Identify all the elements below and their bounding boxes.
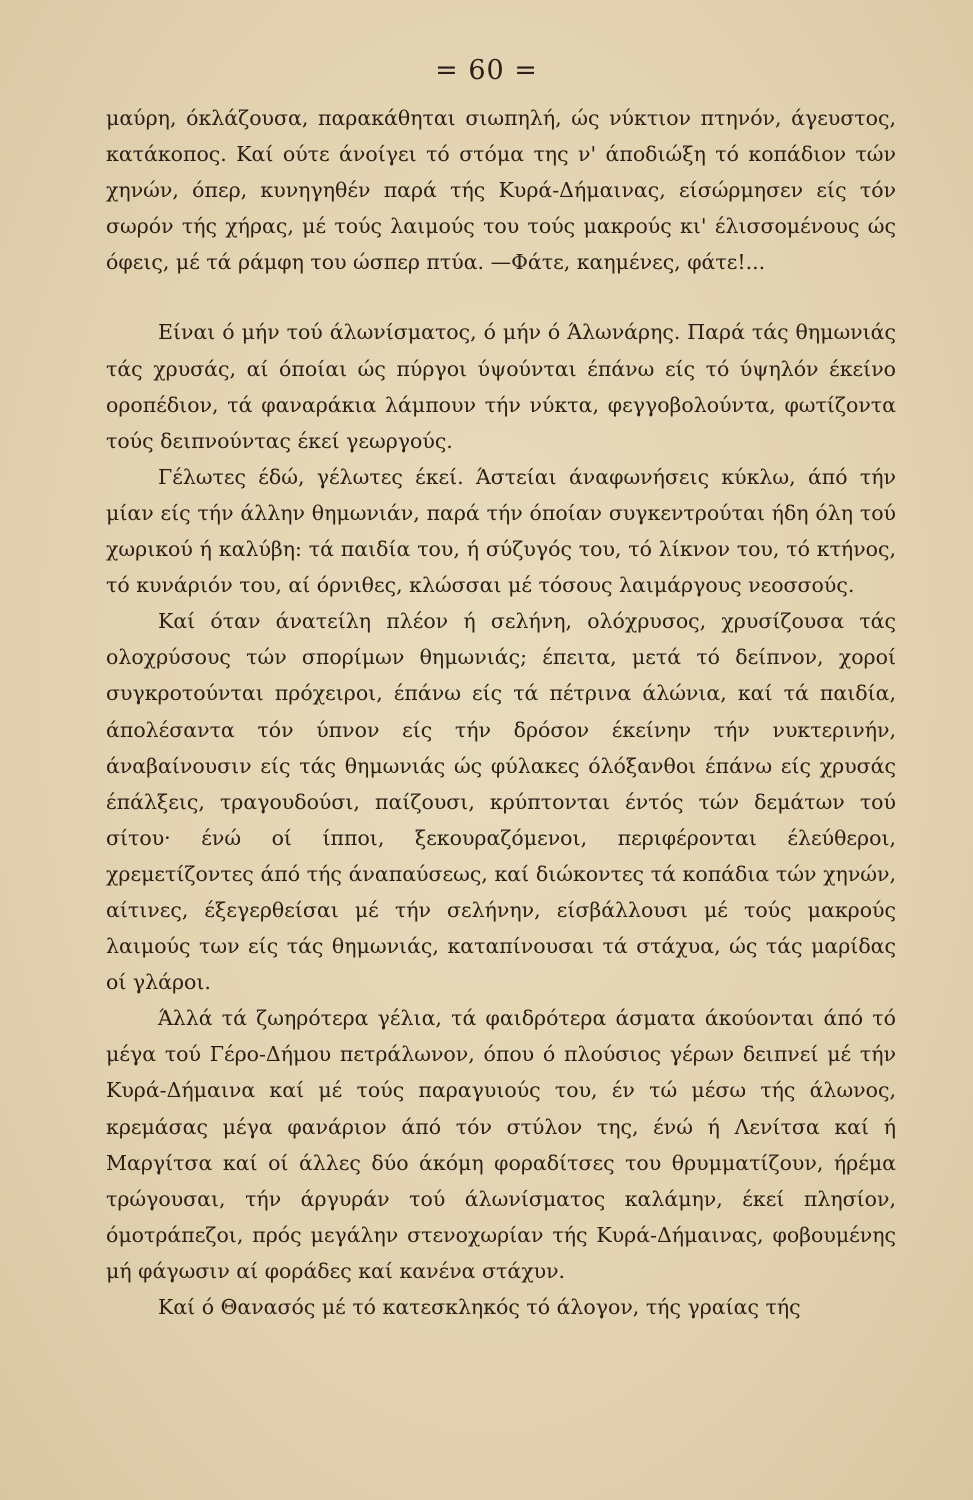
paragraph-6: Καί ό Θανασός μέ τό κατεσκληκός τό άλογον, τής γραίας τής (158, 1295, 801, 1319)
paragraph-4: Καί όταν άνατείλη πλέον ή σελήνη, ολόχρυσος, χρυσίζουσα τάς ολοχρύσους τών σπορίμων θημωνιάς; έπειτα, μετά τό δείπνον, χοροί συγκροτούνται πρόχειροι, έπάνω είς τά πέτρινα άλώνια, καί τά παιδία, άπολέσαντα τόν ύπνον είς τήν δρόσον έκείνην τήν νυκτερινήν, άναβαίνουσιν είς τάς θημωνιάς ώς φύλακες όλόξανθοι έπάνω είς χρυσάς έπάλξεις, τραγουδούσι, παίζουσι, κρύπτονται έντός τών δεμάτων τού σίτου· ένώ οί ίπποι, ξεκουραζόμενοι, περιφέρονται έλεύθεροι, χρεμετίζοντες άπό τής άναπαύσεως, καί διώκοντες τά κοπάδια τών χηνών, αίτινες, έξεγερθείσαι μέ τήν σελήνην, είσβάλλουσι μέ τούς μακρούς λαιμούς των είς τάς θημωνιάς, καταπίνουσαι τά στάχυα, ώς τάς μαρίδας οί γλάροι. (106, 609, 896, 995)
paragraph-1: μαύρη, όκλάζουσα, παρακάθηται σιωπηλή, ώς νύκτιον πτηνόν, άγευστος, κατάκοπος. Καί ούτε άνοίγει τό στόμα της ν' άποδιώξη τό κοπάδιον τών χηνών, όπερ, κυνηγηθέν παρά τής Κυρά-Δήμαινας, είσώρμησεν είς τόν σωρόν τής χήρας, μέ τούς λαιμούς του τούς μακρούς κι' έλισσομένους ώς όφεις, μέ τά ράμφη του ώσπερ πτύα. —Φάτε, καημένες, φάτε!... (106, 106, 896, 275)
paragraph-3: Γέλωτες έδώ, γέλωτες έκεί. Άστείαι άναφωνήσεις κύκλω, άπό τήν μίαν είς τήν άλλην θημωνιάν, παρά τήν όποίαν συγκεντρούται ήδη όλη τού χωρικού ή καλύβη: τά παιδία του, ή σύζυγός του, τό λίκνον του, τό κτήνος, τό κυνάριόν του, αί όρνιθες, κλώσσαι μέ τόσους λαιμάργους νεοσσούς. (106, 464, 896, 598)
text-body (106, 100, 896, 1325)
page-number: = 60 = (435, 55, 538, 86)
paragraph-2: Είναι ό μήν τού άλωνίσματος, ό μήν ό Άλωνάρης. Παρά τάς θημωνιάς τάς χρυσάς, αί όποίαι ώς πύργοι ύψούνται έπάνω είς τό ύψηλόν έκείνο οροπέδιον, τά φαναράκια λάμπουν τήν νύκτα, φεγγοβολούντα, φωτίζοντα τούς δειπνούντας έκεί γεωργούς. (106, 320, 896, 453)
paragraph-5: Άλλά τά ζωηρότερα γέλια, τά φαιδρότερα άσματα άκούονται άπό τό μέγα τού Γέρο-Δήμου πετράλωνον, όπου ό πλούσιος γέρων δειπνεί μέ τήν Κυρά-Δήμαινα καί μέ τούς παραγυιούς του, έν τώ μέσω τής άλωνος, κρεμάσας μέγα φανάριον άπό τόν στύλον της, ένώ ή Λενίτσα καί ή Μαργίτσα καί οί άλλες δύο άκόμη φοραδίτσες του θρυμματίζουν, ήρέμα τρώγουσαι, τήν άργυράν τού άλωνίσματος καλάμην, έκεί πλησίον, όμοτράπεζοι, πρός μεγάλην στενοχωρίαν τής Κυρά-Δήμαινας, φοβουμένης μή φάγωσιν αί φοράδες καί κανένα στάχυν. (106, 1006, 896, 1283)
